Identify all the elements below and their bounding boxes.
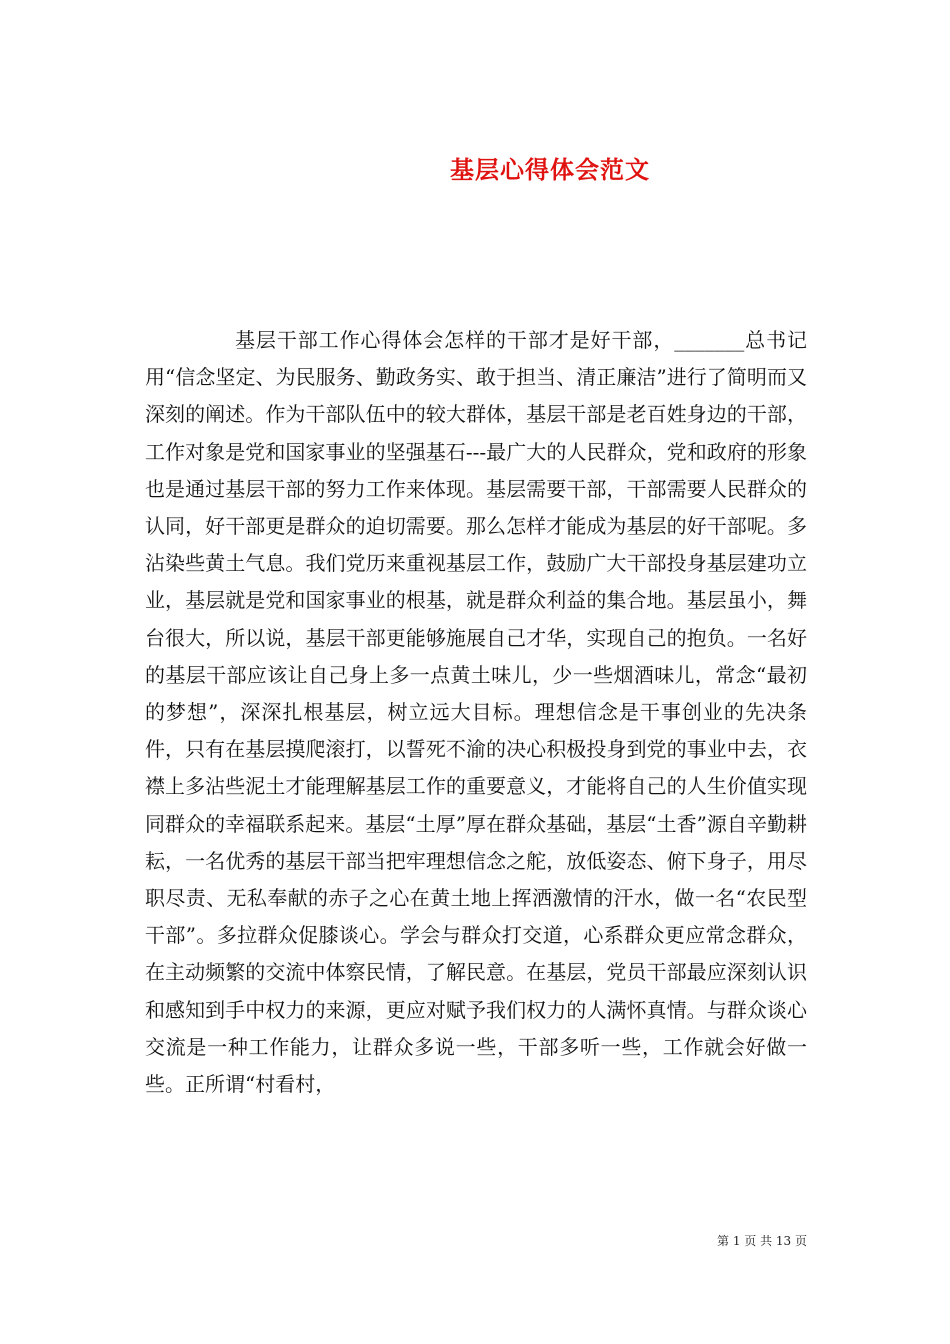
page-number: 第 1 页 共 13 页 <box>717 1234 807 1248</box>
body-paragraph: 基层干部工作心得体会怎样的干部才是好干部，_______总书记用“信念坚定、为民服务、勤政务实、敢于担当、清正廉洁”进行了简明而又深刻的阐述。作为干部队伍中的较大群体，基层干部是老百姓身边的干部，工作对象是党和国家事业的坚强基石---最广大的人民群众，党和政府的形象也是通过基层干部的努力工作来体现。基层需要干部，干部需要人民群众的认同，好干部更是群众的迫切需要。那么怎样才能成为基层的好干部呢。多沾染些黄土气息。我们党历来重视基层工作，鼓励广大干部投身基层建功立业，基层就是党和国家事业的根基，就是群众利益的集合地。基层虽小，舞台很大，所以说，基层干部更能够施展自己才华，实现自己的抱负。一名好的基层干部应该让自己身上多一点黄土味儿，少一些烟酒味儿，常念“最初的梦想”，深深扎根基层，树立远大目标。理想信念是干事创业的先决条件，只有在基层摸爬滚打，以誓死不渝的决心积极投身到党的事业中去，衣襟上多沾些泥土才能理解基层工作的重要意义，才能将自己的人生价值实现同群众的幸福联系起来。基层“土厚”厚在群众基础，基层“土香”源自辛勤耕耘，一名优秀的基层干部当把牢理想信念之舵，放低姿态、俯下身子，用尽职尽责、无私奉献的赤子之心在黄土地上挥洒激情的汗水，做一名“农民型干部”。多拉群众促膝谈心。学会与群众打交道，心系群众更应常念群众，在主动频繁的交流中体察民情，了解民意。在基层，党员干部最应深刻认识和感知到手中权力的来源，更应对赋予我们权力的人满怀真情。与群众谈心交流是一种工作能力，让群众多说一些，干部多听一些，工作就会好做一些。正所谓“村看村， <box>145 328 807 1097</box>
document-title: 基层心得体会范文 <box>450 155 650 185</box>
